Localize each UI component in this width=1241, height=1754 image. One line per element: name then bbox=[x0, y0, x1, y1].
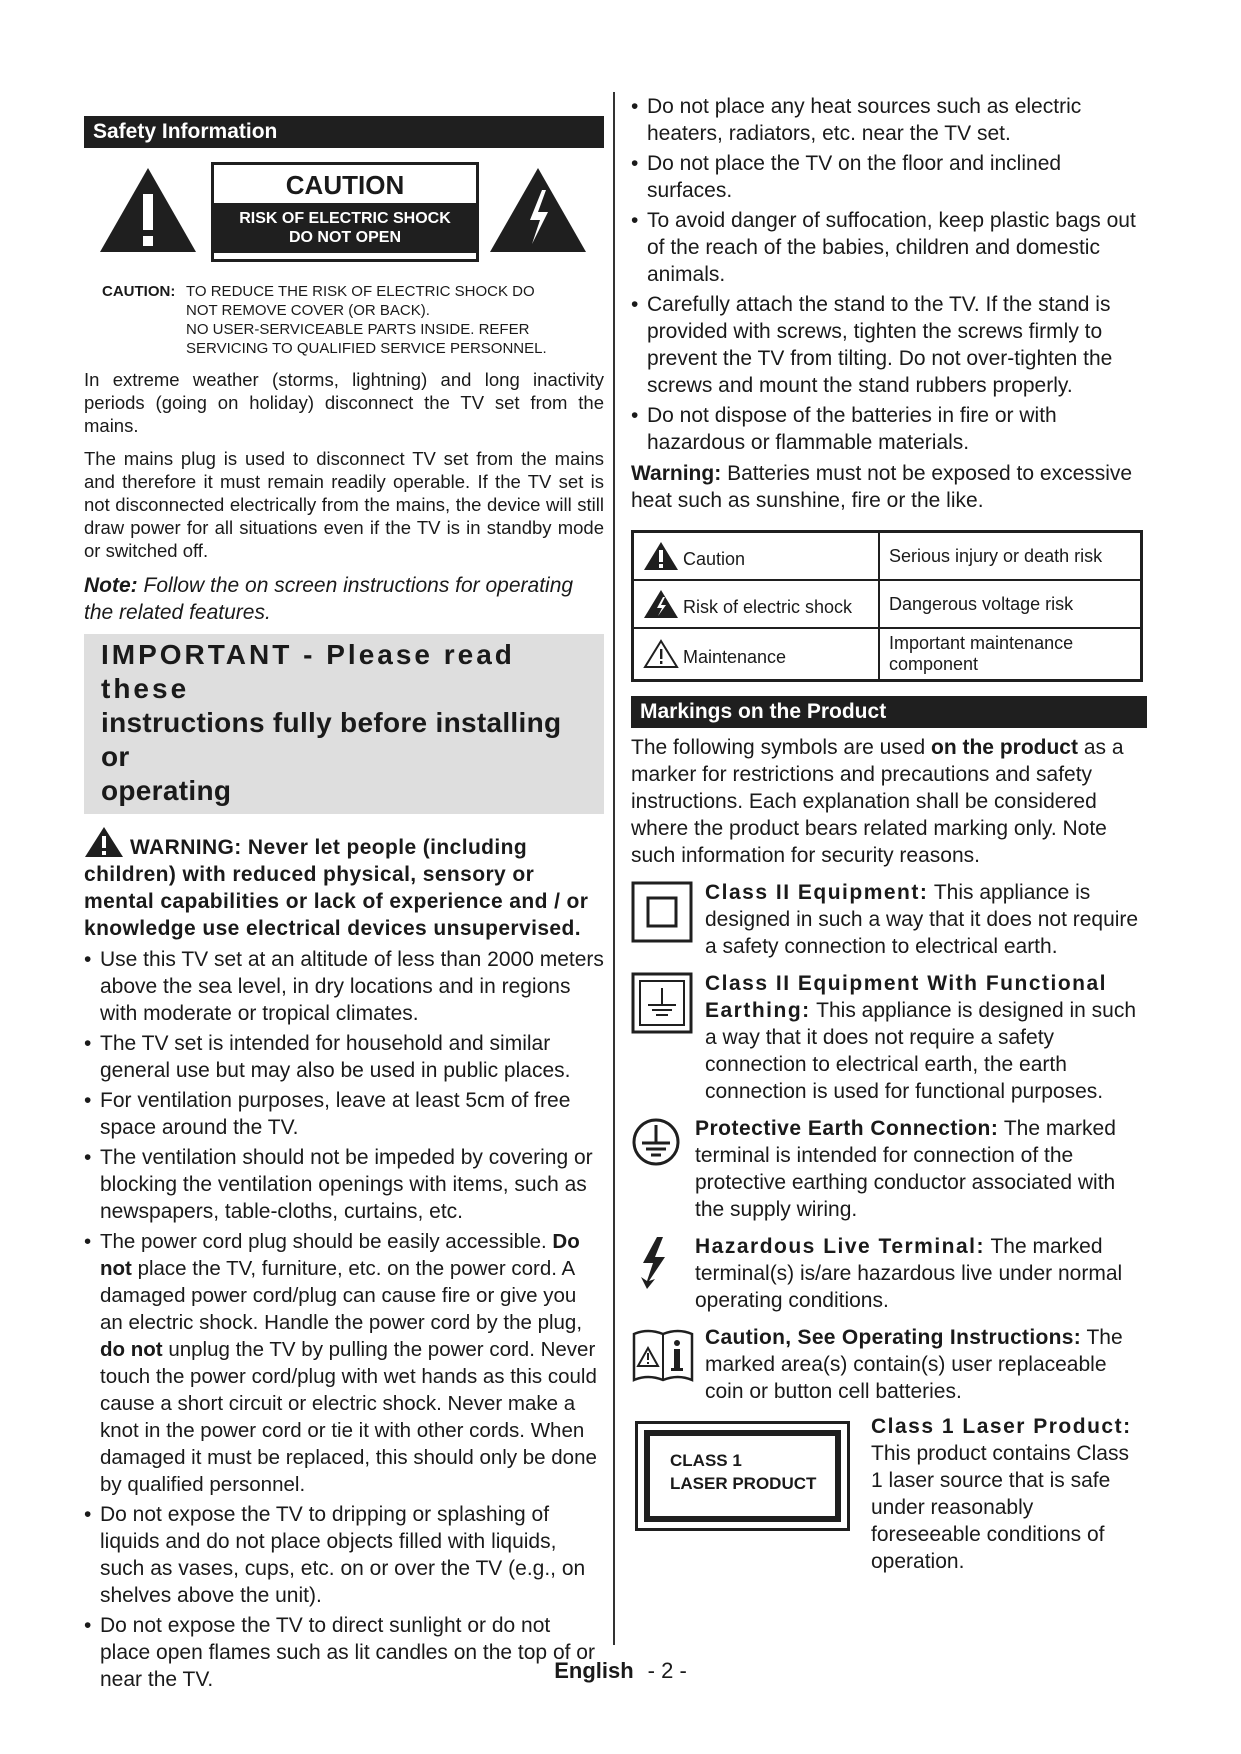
class-ii-block bbox=[631, 879, 1147, 960]
note-text: Follow the on screen instructions for operating the related features. bbox=[84, 574, 574, 624]
important-banner bbox=[84, 634, 604, 814]
warning-text: WARNING: Never let people (including children) with reduced physical, sensory or mental capabilities or lack of experience and / or knowledge use electrical devices unsupervised. bbox=[84, 836, 589, 940]
note bbox=[84, 572, 604, 626]
list-item: • Do not place any heat sources such as electric heaters, radiators, etc. near the TV set. bbox=[631, 93, 1147, 147]
list-item: • Do not expose the TV to dripping or splashing of liquids and do not place objects filled with liquids, such as vases, cups, etc. on or over the TV (e.g., on shelves above the unit). bbox=[84, 1501, 604, 1609]
warning-paragraph bbox=[84, 826, 604, 942]
hazardous-live-title: Hazardous Live Terminal: bbox=[695, 1235, 986, 1258]
laser-label-line2: LASER PRODUCT bbox=[670, 1474, 817, 1493]
list-item: • Carefully attach the stand to the TV. If the stand is provided with screws, tighten the screws firmly to prevent the TV from tilting. Do not over-tighten the screws and mount the stand rubbers properly. bbox=[631, 291, 1147, 399]
caution-subtitle bbox=[214, 203, 476, 253]
operating-instructions-description: The marked area(s) contain(s) user replaceable coin or button cell batteries. bbox=[705, 1326, 1123, 1403]
caution-label bbox=[211, 162, 479, 262]
laser-product-description: This product contains Class 1 laser source that is safe under reasonably foreseeable conditions of operation. bbox=[871, 1442, 1129, 1573]
operating-instructions-text bbox=[631, 1324, 1147, 1405]
markings-intro bbox=[631, 734, 1147, 869]
power-cord-text-a: The power cord plug should be easily accessible. bbox=[100, 1230, 547, 1253]
caution-note bbox=[102, 282, 604, 358]
battery-warning bbox=[631, 460, 1147, 514]
protective-earth-description: The marked terminal is intended for connection of the protective earthing conductor associated with the supply wiring. bbox=[695, 1117, 1116, 1221]
important-line1: IMPORTANT - Please read these bbox=[101, 639, 515, 704]
symbol-label: Maintenance bbox=[683, 647, 787, 667]
protective-earth-text bbox=[631, 1115, 1147, 1223]
caution-subtitle-line2: DO NOT OPEN bbox=[288, 229, 401, 246]
protective-earth-title: Protective Earth Connection: bbox=[695, 1117, 999, 1140]
right-bullet-list bbox=[631, 93, 1147, 456]
class-ii-description: This appliance is designed in such a way that it does not require a safety connection to electrical earth. bbox=[705, 881, 1139, 958]
caution-triangle-icon bbox=[643, 541, 679, 571]
caution-note-line: NOT REMOVE COVER (OR BACK). bbox=[186, 302, 430, 319]
maintenance-triangle-icon bbox=[643, 639, 679, 669]
laser-product-block bbox=[631, 1413, 1147, 1573]
table-row bbox=[633, 532, 1142, 581]
important-line3: operating bbox=[101, 775, 232, 806]
hazardous-live-block bbox=[631, 1233, 1147, 1314]
markings-header: Markings on the Product bbox=[631, 696, 1147, 728]
protective-earth-block bbox=[631, 1115, 1147, 1223]
list-item: • Do not dispose of the batteries in fire or with hazardous or flammable materials. bbox=[631, 402, 1147, 456]
symbol-cell bbox=[633, 532, 880, 581]
caution-note-line: NO USER-SERVICEABLE PARTS INSIDE. REFER bbox=[186, 321, 530, 338]
list-item: • The ventilation should not be impeded by covering or blocking the ventilation openings with items, such as newspapers, table-cloths, curtains, etc. bbox=[84, 1144, 604, 1225]
caution-graphic bbox=[84, 160, 604, 268]
laser-product-label bbox=[635, 1421, 850, 1531]
battery-warning-text: Batteries must not be exposed to excessive heat such as sunshine, fire or the like. bbox=[631, 462, 1133, 512]
important-line2: instructions fully before installing or bbox=[101, 707, 562, 772]
class-ii-fe-description: This appliance is designed in such a way that it does not require a safety connection to electrical earth, the earth connection is used for functional purposes. bbox=[705, 999, 1137, 1103]
footer-language: English bbox=[554, 1658, 634, 1683]
caution-book-icon bbox=[631, 1326, 695, 1388]
battery-warning-label: Warning: bbox=[631, 462, 722, 485]
list-item: • Do not place the TV on the floor and inclined surfaces. bbox=[631, 150, 1147, 204]
symbol-label: Caution bbox=[683, 549, 746, 569]
meaning-cell: Dangerous voltage risk bbox=[879, 580, 1142, 628]
warning-triangle-icon bbox=[84, 826, 124, 858]
table-row bbox=[633, 628, 1142, 681]
hazardous-live-text bbox=[631, 1233, 1147, 1314]
laser-label-inner bbox=[644, 1430, 841, 1522]
power-cord-text-b: Do not bbox=[100, 1230, 580, 1280]
caution-subtitle-line1: RISK OF ELECTRIC SHOCK bbox=[239, 210, 451, 227]
markings-intro-b: on the product bbox=[931, 736, 1078, 759]
list-item: • The TV set is intended for household and similar general use but may also be used in public places. bbox=[84, 1030, 604, 1084]
note-label: Note: bbox=[84, 574, 138, 597]
laser-label-line1: CLASS 1 bbox=[670, 1451, 742, 1470]
exclamation-triangle-icon bbox=[98, 166, 198, 254]
electric-shock-triangle-icon bbox=[643, 589, 679, 619]
symbol-cell bbox=[633, 580, 880, 628]
list-item: • Use this TV set at an altitude of less than 2000 meters above the sea level, in dry locations and in regions with moderate or tropical climates. bbox=[84, 946, 604, 1027]
markings-intro-c: as a marker for restrictions and precautions and safety instructions. Each explanation shall be considered where the product bears related marking only. Note such information for security reasons. bbox=[631, 736, 1124, 867]
lightning-triangle-icon bbox=[488, 166, 588, 254]
symbol-label: Risk of electric shock bbox=[683, 597, 853, 617]
class-ii-icon bbox=[631, 881, 693, 943]
table-row bbox=[633, 580, 1142, 628]
page-number: - 2 - bbox=[647, 1658, 687, 1683]
power-cord-text-d: do not bbox=[100, 1338, 163, 1361]
caution-note-label: CAUTION: bbox=[102, 283, 176, 300]
safety-information-header: Safety Information bbox=[84, 116, 604, 148]
symbol-cell bbox=[633, 628, 880, 681]
class-ii-fe-text bbox=[631, 970, 1147, 1105]
operating-instructions-block bbox=[631, 1324, 1147, 1405]
class-ii-fe-block bbox=[631, 970, 1147, 1105]
protective-earth-icon bbox=[631, 1117, 681, 1167]
caution-title: CAUTION bbox=[285, 170, 405, 200]
caution-note-line: TO REDUCE THE RISK OF ELECTRIC SHOCK DO bbox=[186, 283, 535, 300]
laser-product-text bbox=[871, 1413, 1145, 1575]
class-ii-title: Class II Equipment: bbox=[705, 881, 929, 904]
extreme-weather-paragraph: In extreme weather (storms, lightning) and long inactivity periods (going on holiday) disconnect the TV set from the mains. bbox=[84, 369, 604, 436]
list-item-power-cord bbox=[84, 1228, 604, 1498]
right-column bbox=[631, 93, 1147, 1573]
list-item: • To avoid danger of suffocation, keep plastic bags out of the reach of the babies, children and domestic animals. bbox=[631, 207, 1147, 288]
mains-plug-paragraph: The mains plug is used to disconnect TV set from the mains and therefore it must remain readily operable. If the TV set is not disconnected electrically from the mains, the device will still draw power for all situations even if the TV is in standby mode or switched off. bbox=[84, 448, 604, 561]
power-cord-text-c: place the TV, furniture, etc. on the power cord. A damaged power cord/plug can cause fire or give you an electric shock. Handle the power cord by the plug, bbox=[100, 1257, 583, 1334]
power-cord-text-e: unplug the TV by pulling the power cord. Never touch the power cord/plug with wet hands as this could cause a short circuit or electric shock. Never make a knot in the power cord or tie it with other cords. When damaged it must be replaced, this should only be done by qualified personnel. bbox=[100, 1338, 597, 1496]
class-ii-text bbox=[631, 879, 1147, 960]
left-column bbox=[84, 116, 604, 1696]
meaning-cell: Important maintenance component bbox=[879, 628, 1142, 681]
laser-product-title: Class 1 Laser Product: bbox=[871, 1415, 1132, 1438]
meaning-cell: Serious injury or death risk bbox=[879, 532, 1142, 581]
left-bullet-list bbox=[84, 946, 604, 1693]
class-ii-fe-title: Class II Equipment With Functional Earthing: bbox=[705, 972, 1107, 1022]
hazardous-lightning-icon bbox=[637, 1235, 671, 1291]
list-item: • For ventilation purposes, leave at least 5cm of free space around the TV. bbox=[84, 1087, 604, 1141]
operating-instructions-title: Caution, See Operating Instructions: bbox=[705, 1326, 1082, 1349]
markings-intro-a: The following symbols are used bbox=[631, 736, 926, 759]
list-item: • Do not expose the TV to direct sunlight or do not place open flames such as lit candles on the top of or near the TV. bbox=[84, 1612, 604, 1693]
page-footer bbox=[0, 1658, 1241, 1684]
symbol-table bbox=[631, 530, 1143, 682]
hazardous-live-description: The marked terminal(s) is/are hazardous live under normal operating conditions. bbox=[695, 1235, 1123, 1312]
class-ii-functional-earth-icon bbox=[631, 972, 693, 1034]
caution-note-line: SERVICING TO QUALIFIED SERVICE PERSONNEL. bbox=[186, 340, 547, 357]
column-divider bbox=[613, 92, 615, 1645]
